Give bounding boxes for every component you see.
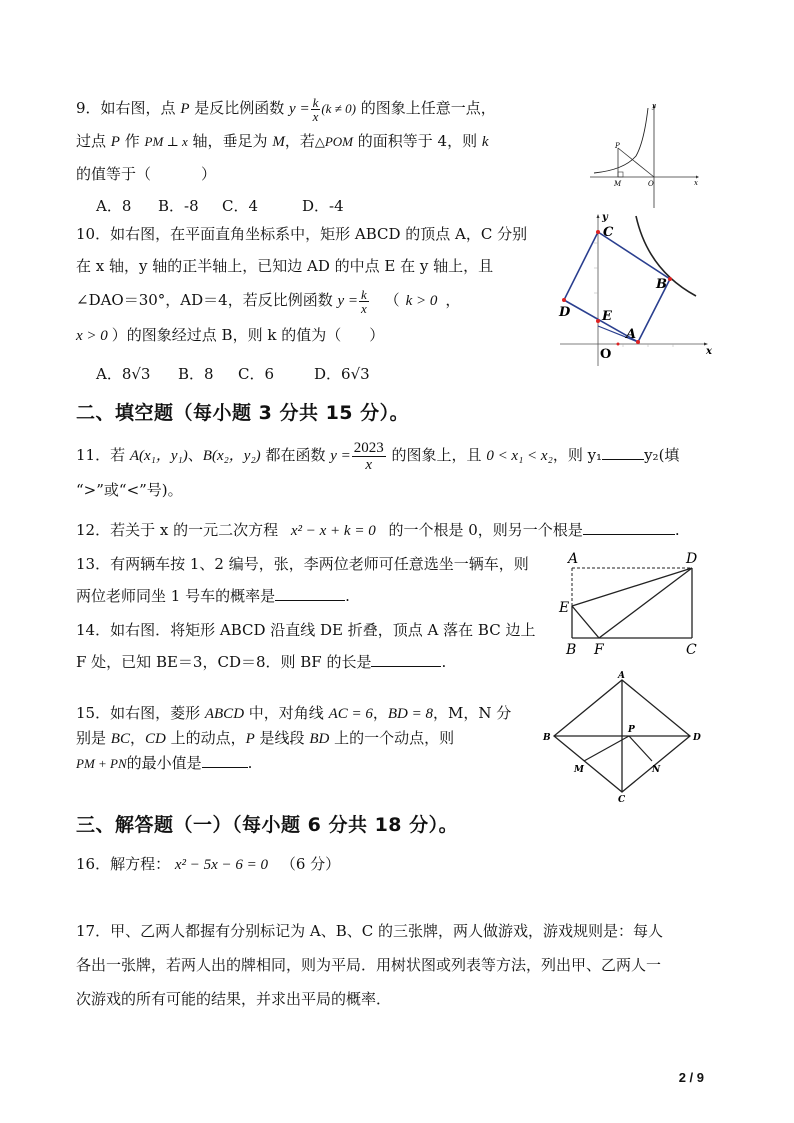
page-number: 2 / 9 [678, 1070, 704, 1085]
q15-cd: CD [144, 731, 166, 747]
q10-text: ） [369, 326, 385, 344]
q9-point-p: P [110, 134, 120, 150]
q10-option-d[interactable]: D．6√3 [314, 365, 370, 383]
section-3-heading: 三、解答题（一）（每小题 6 分共 18 分）。 [76, 814, 459, 836]
fig10-y-arrow-icon [597, 214, 600, 218]
fig10-label-b: B [656, 277, 667, 292]
fig14-fold-de [572, 568, 692, 606]
question-16 [76, 848, 556, 881]
fig10-label-e: E [602, 309, 612, 324]
q15-text: ， [129, 729, 145, 747]
q14-line-1: 14．如右图．将矩形 ABCD 沿直线 DE 折叠，顶点 A 落在 BC 边上 [76, 621, 536, 639]
q17-line-2: 各出一张牌，若两人出的牌相同，则为平局．用树状图或列表等方法，列出甲、乙两人一 [76, 956, 662, 974]
q17-line-1: 17．甲、乙两人都握有分别标记为 A、B、C 的三张牌，两人做游戏，游戏规则是：每人 [76, 922, 663, 940]
question-13 [76, 548, 556, 612]
q10-fraction [359, 288, 369, 315]
q9-text: 轴，垂足为 [187, 132, 273, 150]
q10-option-a[interactable]: A．8√3 [96, 365, 151, 383]
q10-k-condition: k > 0 [405, 293, 438, 309]
fig9-label-y: y [652, 102, 656, 110]
fig10-rectangle-abcd [564, 232, 670, 342]
q9-option-a[interactable]: A．8 [96, 197, 132, 215]
fig14-label-e: E [559, 600, 570, 616]
q11-line-2: “>”或“<”号)。 [76, 481, 183, 499]
q12-answer-blank[interactable] [583, 518, 675, 535]
fig15-label-m: M [574, 765, 584, 775]
q15-text: ，M，N 分 [433, 704, 512, 722]
fig14-label-c: C [686, 642, 697, 658]
q15-text: 中，对角线 [244, 704, 329, 722]
q9-text: 作 [119, 132, 145, 150]
figure-q9-graph [586, 100, 702, 210]
q10-line-2: 在 x 轴，y 轴的正半轴上，已知边 AD 的中点 E 在 y 轴上，且 [76, 257, 494, 275]
q14-line-2 [76, 646, 556, 678]
q10-line-1: 10．如右图，在平面直角坐标系中，矩形 ABCD 的顶点 A，C 分别 [76, 225, 528, 243]
q10-option-b[interactable]: B．8 [178, 365, 214, 383]
figure-q14-rectangle [556, 548, 706, 660]
q11-line-1 [76, 437, 716, 474]
q13-text: 两位老师同坐 1 号车的概率是 [76, 587, 276, 605]
q15-bd2: BD [309, 731, 330, 747]
q9-text: ） [201, 165, 217, 183]
fig10-point-b [668, 277, 672, 281]
fig10-point-d [562, 298, 566, 302]
q11-frac-den: x [365, 456, 373, 473]
fig10-label-o: O [600, 347, 612, 362]
q9-fraction [311, 96, 321, 123]
q15-line-2 [76, 726, 556, 751]
q9-line-1 [76, 92, 576, 125]
q9-option-c[interactable]: C．4 [222, 197, 259, 215]
q9-line-2 [76, 125, 576, 158]
q9-text: 的图象上任意一点， [355, 99, 496, 117]
q11-text: 的图象上，且 [386, 446, 487, 464]
fig9-curve [594, 108, 648, 173]
section-2-heading: 二、填空题（每小题 3 分共 15 分）。 [76, 402, 410, 424]
q11-text: y₂(填 [644, 446, 680, 464]
q11-answer-blank[interactable] [602, 443, 644, 460]
question-10 [76, 218, 556, 390]
fig10-label-c: C [603, 225, 614, 240]
q10-options [96, 358, 556, 390]
fig10-point-e [596, 319, 600, 323]
q9-text: 的面积等于 4，则 [352, 132, 482, 150]
fig9-label-m: M [614, 180, 622, 188]
q14-answer-blank[interactable] [371, 650, 441, 667]
q15-text: 的最小值是 [126, 754, 202, 772]
q9-triangle: △POM [314, 134, 353, 149]
q12-text: 的一个根是 0，则另一个根是 [388, 521, 583, 539]
fig15-label-d: D [693, 733, 701, 743]
fig15-segment-pn [629, 736, 652, 761]
q16-text: 16．解方程： [76, 855, 171, 873]
q12-text: . [674, 521, 680, 539]
q10-line-4 [76, 319, 556, 352]
q10-text: ）的图象经过点 B，则 k 的值为（ [111, 326, 342, 344]
q15-p: P [245, 731, 255, 747]
q11-y-eq: y = [330, 448, 351, 464]
question-15 [76, 701, 556, 776]
q9-option-d[interactable]: D．-4 [302, 197, 344, 215]
q11-text: 、 [187, 446, 203, 464]
q11-point-a: A(x₁，y₁) [129, 448, 188, 464]
q10-text: ∠DAO＝30°，AD＝4，若反比例函数 [76, 291, 333, 309]
q10-y-eq: y = [337, 293, 359, 309]
q11-point-b: B(x₂，y₂) [202, 448, 261, 464]
fig14-label-f: F [594, 642, 604, 658]
question-9 [76, 92, 576, 222]
fig10-label-x: x [706, 346, 712, 357]
q12-equation: x² − x + k = 0 [290, 523, 376, 539]
q10-frac-den: x [361, 300, 367, 316]
q9-text: 过点 [76, 132, 111, 150]
fig15-label-c: C [618, 795, 626, 804]
q11-inequality: 0 < x₁ < x₂ [486, 448, 553, 464]
fig10-point-c [596, 230, 600, 234]
q9-perp: PM ⊥ x [144, 134, 188, 149]
q13-line-1: 13．有两辆车按 1、2 编号，张，李两位老师可任意选坐一辆车，则 [76, 555, 529, 573]
q15-text: 15．如右图，菱形 [76, 704, 205, 722]
fig14-label-a: A [568, 551, 579, 567]
q10-line-3 [76, 282, 556, 319]
q11-text: 11．若 [76, 446, 130, 464]
q15-abcd: ABCD [204, 706, 245, 722]
figure-q10-graph [556, 208, 716, 368]
q17-line-3: 次游戏的所有可能的结果，并求出平局的概率． [76, 990, 392, 1008]
question-14 [76, 614, 556, 678]
fig9-segment-po [618, 148, 654, 177]
q12-text: 12．若关于 x 的一元二次方程 [76, 521, 279, 539]
q11-text: ，则 y₁ [552, 446, 603, 464]
fig15-label-p: P [628, 725, 635, 735]
fig14-segment-ef [572, 606, 599, 638]
q15-text: ， [372, 704, 388, 722]
q11-fraction [352, 440, 386, 473]
q16-line-1 [76, 848, 556, 881]
q10-option-c[interactable]: C．6 [238, 365, 275, 383]
q15-text: 上的一个动点，则 [329, 729, 455, 747]
fig15-label-b: B [543, 733, 551, 743]
fig15-label-a: A [618, 671, 625, 681]
fig14-label-b: B [566, 642, 577, 658]
q15-text: . [247, 754, 253, 772]
q16-points: （6 分） [280, 855, 341, 873]
fig10-label-d: D [559, 305, 571, 320]
q12-line-1 [76, 514, 716, 547]
q9-frac-den: x [312, 108, 319, 124]
q14-text: . [441, 653, 447, 671]
q9-point-m: M [272, 134, 285, 150]
q15-answer-blank[interactable] [202, 751, 248, 768]
q11-frac-num: 2023 [353, 439, 384, 456]
q15-bc: BC [110, 731, 130, 747]
fig9-label-p: P [615, 142, 620, 150]
q15-text: 别是 [76, 729, 111, 747]
q9-text: ，若 [284, 132, 315, 150]
q15-line-3 [76, 751, 556, 776]
q9-y-eq: y = [289, 101, 310, 117]
figure-q15-rhombus [538, 668, 708, 804]
fig9-right-angle [618, 172, 623, 177]
q9-option-b[interactable]: B．-8 [158, 197, 199, 215]
q13-line-2 [76, 580, 556, 612]
q9-answer-space[interactable] [151, 163, 201, 179]
fig9-label-x: x [694, 179, 698, 187]
q10-frac-num: k [361, 286, 367, 302]
fig15-label-n: N [652, 765, 661, 775]
q15-text: 上的动点， [165, 729, 246, 747]
fig10-label-a: A [626, 327, 637, 342]
q10-text: （ [384, 291, 400, 309]
fig14-label-d: D [686, 551, 698, 567]
fig10-point-a [636, 340, 640, 344]
q10-x-condition: x > 0 [76, 328, 108, 344]
fig14-segment-fd [599, 568, 692, 638]
question-11 [76, 437, 716, 506]
question-17 [76, 914, 726, 1016]
q9-condition: (k ≠ 0) [321, 101, 356, 116]
q9-text: 9．如右图，点 [76, 99, 181, 117]
q14-text: F 处，已知 BE＝3，CD＝8．则 BF 的长是 [76, 653, 372, 671]
fig9-label-o: O [648, 180, 654, 188]
q9-text: 的值等于（ [76, 165, 152, 183]
fig10-label-y: y [602, 212, 608, 223]
q16-equation: x² − 5x − 6 = 0 [174, 857, 269, 873]
q9-text: 是反比例函数 [189, 99, 290, 117]
q10-answer-space[interactable] [341, 324, 369, 340]
q9-line-3 [76, 158, 576, 190]
q10-text: ， [445, 291, 461, 309]
q9-k: k [481, 134, 489, 150]
q9-frac-num: k [312, 94, 319, 110]
q11-text: 都在函数 [260, 446, 331, 464]
q13-text: . [345, 587, 350, 605]
q15-line-1 [76, 701, 556, 726]
question-12 [76, 514, 716, 547]
q13-answer-blank[interactable] [275, 584, 345, 601]
q9-point-p: P [180, 101, 190, 117]
q15-ac: AC = 6 [328, 706, 373, 722]
fig10-point-a2 [617, 343, 620, 346]
q15-pm-pn: PM + PN [76, 756, 127, 771]
q15-bd: BD = 8 [387, 706, 434, 722]
q15-text: 是线段 [254, 729, 310, 747]
